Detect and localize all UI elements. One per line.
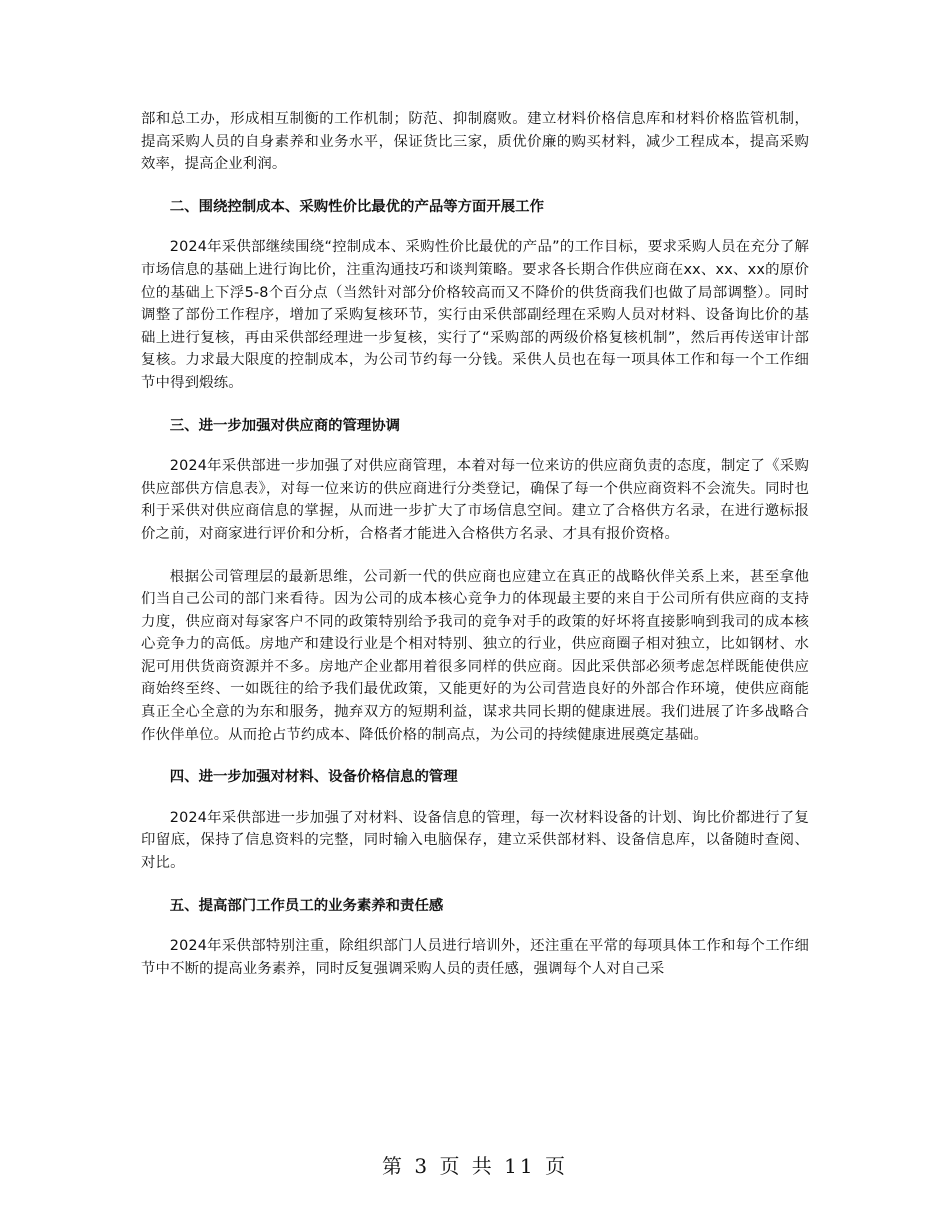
paragraph-staff-training: 2024年采供部特别注重，除组织部门人员进行培训外，还注重在平常的每项具体工作和每个工作细节中不断的提高业务素养，同时反复强调采购人员的责任感，强调每个人对自己采: [141, 938, 809, 977]
section-heading-2: 二、围绕控制成本、采购性价比最优的产品等方面开展工作: [169, 198, 544, 215]
paragraph-supplier-management: 2024年采供部进一步加强了对供应商管理，本着对每一位来访的供应商负责的态度，制定了《采购供应部供方信息表》，对每一位来访的供应商进行分类登记，确保了每一个供应商资料不会流失。同时也利于采供对供应商信息的掌握，从而进一步扩大了市场信息空间。建立了合格供方名录，在进行邀标报价之前，对商家进行评价和分析，合格者才能进入合格供方名录、才具有报价资格。: [141, 458, 809, 542]
section-heading-4: 四、进一步加强对材料、设备价格信息的管理: [169, 769, 458, 786]
section-heading-3: 三、进一步加强对供应商的管理协调: [169, 417, 401, 434]
paragraph-price-info: 2024年采供部进一步加强了对材料、设备信息的管理，每一次材料设备的计划、询比价都进行了复印留底，保持了信息资料的完整，同时输入电脑保存，建立采供部材料、设备信息库，以备随时查阅、对比。: [141, 809, 809, 872]
paragraph-strategic-partners: 根据公司管理层的最新思维，公司新一代的供应商也应建立在真正的战略伙伴关系上来，甚至拿他们当自己公司的部门来看待。因为公司的成本核心竞争力的体现最主要的来自于公司所有供应商的支持力度，供应商对每家客户不同的政策特别给予我司的竞争对手的政策的好坏将直接影响到我司的成本核心竞争力的高低。房地产和建设行业是个相对特别、独立的行业，供应商圈子相对独立，比如钢材、水泥可用供货商资源并不多。房地产企业都用着很多同样的供应商。因此采供部必须考虑怎样既能使供应商始终至终、一如既往的给予我们最优政策，又能更好的为公司营造良好的外部合作环境，使供应商能真正全心全意的为东和服务，抛弃双方的短期利益，谋求共同长期的健康进展。我们进展了许多战略合作伙伴单位。从而抢占节约成本、降低价格的制高点，为公司的持续健康进展奠定基础。: [141, 568, 809, 743]
document-body: [141, 108, 809, 980]
section-heading-5: 五、提高部门工作员工的业务素养和责任感: [169, 897, 444, 914]
paragraph-cost-control: 2024年采供部继续围绕“控制成本、采购性价比最优的产品”的工作目标，要求采购人员在充分了解市场信息的基础上进行询比价，注重沟通技巧和谈判策略。要求各长期合作供应商在xx、xx、xx的原价位的基础上下浮5-8个百分点（当然针对部分价格较高而又不降价的供货商我们也做了局部调整）。同时调整了部份工作程序，增加了采购复核环节，实行由采供部副经理在采购人员对材料、设备询比价的基础上进行复核，再由采供部经理进一步复核，实行了“采购部的两级价格复核机制”，然后再传送审计部复核。力求最大限度的控制成本，为公司节约每一分钱。采供人员也在每一项具体工作和每一个工作细节中得到煅练。: [141, 239, 809, 391]
page-number-footer: 第 3 页 共 11 页: [382, 1154, 568, 1178]
paragraph-intro: 部和总工办，形成相互制衡的工作机制；防范、抑制腐败。建立材料价格信息库和材料价格监管机制，提高采购人员的自身素养和业务水平，保证货比三家，质优价廉的购买材料，减少工程成本，提高采购效率，提高企业利润。: [141, 111, 809, 173]
